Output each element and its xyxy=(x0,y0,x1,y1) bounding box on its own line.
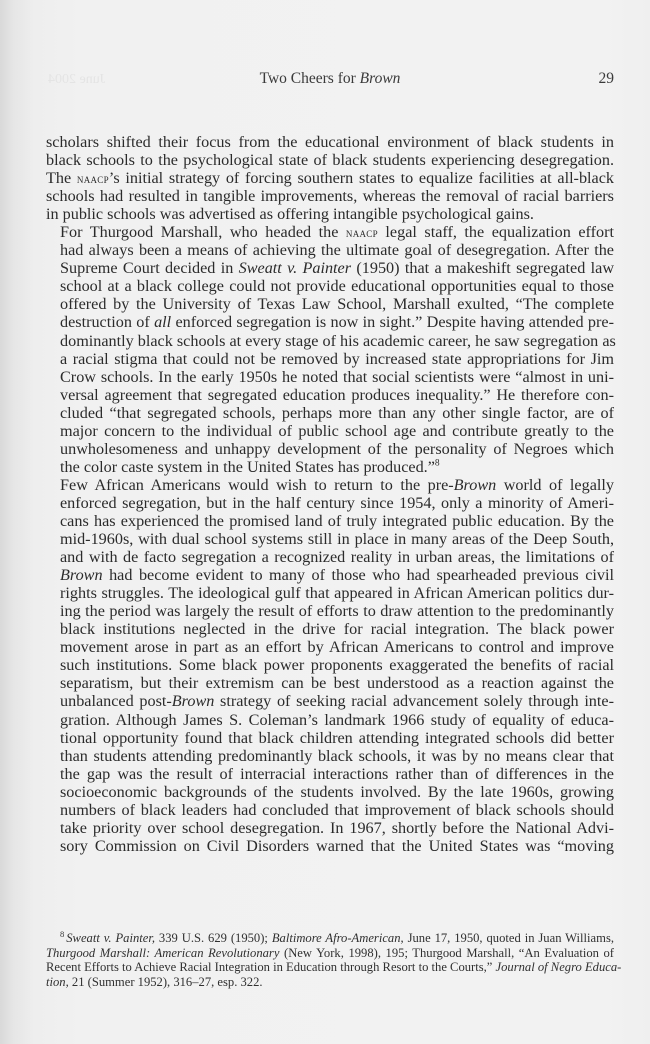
text-line xyxy=(46,747,614,765)
text-line xyxy=(46,620,614,638)
italic-text: Thurgood Marshall: American Revolutionary xyxy=(46,945,280,960)
text-run: cans has experienced the promised land of truly integrated public education. By the xyxy=(60,511,614,530)
text-line xyxy=(46,440,614,458)
text-line xyxy=(46,801,614,819)
text-run: ’s initial strategy of forcing southern states to equalize facilities at all-black xyxy=(108,169,615,188)
text-run: For Thurgood Marshall, who headed the xyxy=(60,223,346,242)
text-line xyxy=(46,512,614,530)
text-run: (1950) that a makeshift segregated law xyxy=(351,259,615,278)
text-line xyxy=(46,386,614,404)
text-line xyxy=(46,458,614,476)
text-run: gration. Although James S. Coleman’s landmark 1966 study of equality of educa- xyxy=(60,710,614,729)
text-line xyxy=(46,674,614,692)
text-line xyxy=(46,692,614,710)
text-line xyxy=(46,187,614,205)
text-run: in public schools was advertised as offering intangible psychological gains. xyxy=(46,205,534,224)
italic-text: tion, xyxy=(46,974,69,989)
text-run: (New York, 1998), 195; Thurgood Marshall, “An Evaluation of xyxy=(279,945,614,960)
paragraph xyxy=(46,223,614,476)
text-line xyxy=(46,259,614,277)
text-run: tional opportunity found that black children attending integrated schools did better xyxy=(60,728,614,747)
text-run: rights struggles. The ideological gulf that appeared in African American politics dur- xyxy=(60,584,614,603)
text-run: separatism, but their extremism can be best understood as a reaction against the xyxy=(60,674,614,693)
text-run: mid-1960s, with dual school systems still in place in many areas of the Deep South, xyxy=(60,530,614,549)
text-run: the color caste system in the United States has produced.” xyxy=(60,457,435,476)
italic-text: Sweatt v. Painter, xyxy=(66,931,155,945)
text-line xyxy=(46,711,614,729)
text-line xyxy=(46,223,614,241)
text-run: a racial stigma that could not be removed by increased state appropriations for Jim xyxy=(60,349,614,368)
text-run: enforced segregation, but in the half century since 1954, only a minority of Ameri- xyxy=(60,493,614,512)
text-line xyxy=(46,133,614,151)
running-head-title-italic: Brown xyxy=(359,70,401,87)
text-line xyxy=(46,313,614,331)
text-run: world of legally xyxy=(496,475,614,494)
text-line xyxy=(46,277,614,295)
footnote xyxy=(46,928,622,989)
footnote-line xyxy=(46,960,622,975)
text-run: versal agreement that segregated education produces inequality.” He therefore con- xyxy=(60,385,614,404)
paragraph xyxy=(46,476,614,855)
text-line xyxy=(46,765,614,783)
text-line xyxy=(46,584,614,602)
text-run: sory Commission on Civil Disorders warned that the United States was “moving xyxy=(60,836,614,855)
text-line xyxy=(46,295,614,313)
italic-text: Brown xyxy=(453,475,497,494)
text-run: scholars shifted their focus from the educational environment of black students in xyxy=(46,133,614,151)
text-run: movement arose in part as an effort by African Americans to control and improve xyxy=(60,638,614,657)
text-run: offered by the University of Texas Law School, Marshall exulted, “The complete xyxy=(60,295,614,314)
page-number: 29 xyxy=(598,70,614,87)
text-line xyxy=(46,566,614,584)
text-run: had always been a means of achieving the ultimate goal of desegregation. After the xyxy=(60,241,614,260)
text-run: The xyxy=(46,169,77,188)
text-run: numbers of black leaders had concluded that improvement of black schools should xyxy=(60,800,614,819)
footnote-line xyxy=(46,975,614,990)
text-line xyxy=(46,169,614,187)
italic-text: Brown xyxy=(60,566,103,585)
text-run: Few African Americans would wish to return to the pre- xyxy=(60,475,454,494)
italic-text: Brown xyxy=(171,692,215,711)
italic-text: Baltimore Afro-American, xyxy=(271,931,404,945)
text-run: 339 U.S. 629 (1950); xyxy=(155,931,272,945)
text-run: the gap was the result of interracial interactions rather than of differences in the xyxy=(60,764,614,783)
text-run: unwholesomeness and unhappy development of the personality of Negroes which xyxy=(60,439,614,458)
footnotes xyxy=(46,928,622,989)
text-run: take priority over school desegregation. In 1967, shortly before the National Advi- xyxy=(60,818,614,837)
text-line xyxy=(46,350,614,368)
running-head-title xyxy=(46,70,614,88)
text-line xyxy=(46,819,614,837)
text-line xyxy=(46,783,614,801)
text-line xyxy=(46,476,614,494)
text-run: than students attending predominantly black schools, it was by no means clear that xyxy=(60,746,614,765)
text-run: dominantly black schools at every stage of his academic career, he saw segregation as xyxy=(60,331,616,350)
text-line xyxy=(46,332,614,350)
footnote-line xyxy=(46,928,614,946)
text-run: such institutions. Some black power proponents exaggerated the benefits of racial xyxy=(60,656,614,675)
small-caps-text: naacp xyxy=(76,171,109,187)
text-line xyxy=(46,422,614,440)
italic-text: all xyxy=(154,313,172,332)
text-run: legal staff, the equalization effort xyxy=(377,223,614,242)
text-run: Crow schools. In the early 1950s he noted that social scientists were “almost in uni- xyxy=(60,367,614,386)
text-line xyxy=(46,151,614,169)
text-line xyxy=(46,638,614,656)
text-line xyxy=(46,837,614,855)
body-text xyxy=(46,133,614,855)
italic-text: Sweatt v. Painter xyxy=(238,259,352,278)
text-run: and with de facto segregation a recognized reality in urban areas, the limitations of xyxy=(60,548,614,567)
text-run: unbalanced post- xyxy=(60,692,172,711)
italic-text: Journal of Negro Educa- xyxy=(495,960,622,975)
text-run: Supreme Court decided in xyxy=(60,259,239,278)
text-run: Recent Efforts to Achieve Racial Integration in Education through Resort to the Courts,” xyxy=(46,960,496,975)
text-run: school at a black college could not provide educational opportunities equal to those xyxy=(60,277,614,296)
paragraph xyxy=(46,133,614,223)
text-run: socioeconomic backgrounds of the students involved. By the late 1960s, growing xyxy=(60,782,614,801)
text-run: June 17, 1950, quoted in Juan Williams, xyxy=(403,931,614,945)
text-line xyxy=(46,548,614,566)
text-line xyxy=(46,494,614,512)
text-line xyxy=(46,530,614,548)
footnote-number: 8 xyxy=(60,928,65,939)
text-run: schools had resulted in tangible improvements, whereas the removal of racial barriers xyxy=(46,187,614,206)
text-line xyxy=(46,404,614,422)
small-caps-text: naacp xyxy=(345,225,378,241)
footnote-line xyxy=(46,946,614,961)
text-run: black schools to the psychological state of black students experiencing desegregation. xyxy=(46,151,614,170)
text-run: 21 (Summer 1952), 316–27, esp. 322. xyxy=(68,974,263,989)
text-line xyxy=(46,368,614,386)
text-line xyxy=(46,602,614,620)
text-line xyxy=(46,241,614,259)
show-through-text: June 2004 xyxy=(48,72,106,87)
running-head-title-prefix: Two Cheers for xyxy=(259,70,360,87)
text-run: enforced segregation is now in sight.” Despite having attended pre- xyxy=(171,313,614,332)
text-run: strategy of seeking racial advancement solely through inte- xyxy=(214,692,614,711)
footnote-reference[interactable]: 8 xyxy=(434,458,440,469)
text-run: black institutions neglected in the drive for racial integration. The black power xyxy=(60,620,614,639)
text-run: had become evident to many of those who had spearheaded previous civil xyxy=(102,566,614,585)
text-line xyxy=(46,729,614,747)
text-run: cluded “that segregated schools, perhaps more than any other single factor, are of xyxy=(60,403,614,422)
text-line xyxy=(46,656,614,674)
text-run: destruction of xyxy=(60,313,155,332)
text-run: major concern to the individual of public school age and contribute greatly to the xyxy=(60,421,614,440)
running-head xyxy=(46,70,614,92)
text-run: ing the period was largely the result of efforts to draw attention to the predominantly xyxy=(60,602,614,621)
text-line xyxy=(46,205,614,223)
